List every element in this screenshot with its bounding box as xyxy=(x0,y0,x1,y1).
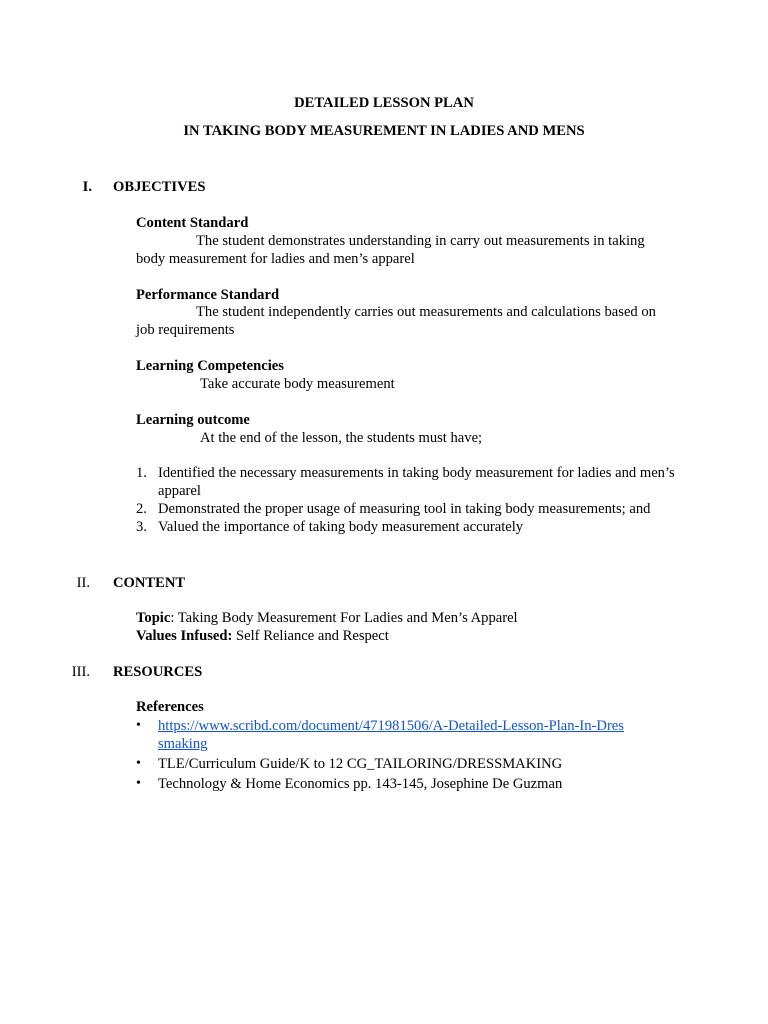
learning-competencies-text: Take accurate body measurement xyxy=(200,376,395,392)
topic-text: : Taking Body Measurement For Ladies and Men’s Apparel xyxy=(170,610,518,626)
list-item-number: 2. xyxy=(136,501,147,517)
list-item xyxy=(136,500,676,518)
section-number-objectives: I. xyxy=(82,179,92,195)
topic-label: Topic xyxy=(136,610,171,626)
list-item-text: Valued the importance of taking body measurement accurately xyxy=(158,519,524,535)
document-subtitle: IN TAKING BODY MEASUREMENT IN LADIES AND MENS xyxy=(183,123,585,139)
references-label: References xyxy=(136,699,204,715)
list-item xyxy=(136,775,676,793)
list-item-number: 3. xyxy=(136,519,147,535)
reference-text: TLE/Curriculum Guide/K to 12 CG_TAILORING/DRESSMAKING xyxy=(158,756,563,772)
list-item xyxy=(136,755,676,773)
section-heading-content: CONTENT xyxy=(113,575,186,591)
reference-link[interactable]: https://www.scribd.com/document/471981506/A-Detailed-Lesson-Plan-In-Dressmaking xyxy=(158,718,624,752)
list-item xyxy=(136,464,678,500)
bullet-icon: • xyxy=(136,776,141,791)
values-label: Values Infused: xyxy=(136,628,233,644)
content-standard-label: Content Standard xyxy=(136,215,249,231)
list-item-text: Demonstrated the proper usage of measuring tool in taking body measurements; and xyxy=(158,501,651,517)
section-number-resources: III. xyxy=(71,664,90,680)
learning-outcome-list xyxy=(136,464,676,536)
reference-text: Technology & Home Economics pp. 143-145, Josephine De Guzman xyxy=(158,776,563,792)
learning-outcome-label: Learning outcome xyxy=(136,412,250,428)
learning-outcome-text: At the end of the lesson, the students must have; xyxy=(200,430,483,446)
performance-standard-label: Performance Standard xyxy=(136,287,280,303)
learning-competencies-label: Learning Competencies xyxy=(136,358,284,374)
document-title: DETAILED LESSON PLAN xyxy=(294,95,474,111)
content-values xyxy=(136,627,676,645)
section-number-content: II. xyxy=(76,575,90,591)
list-item xyxy=(136,518,676,536)
content-topic xyxy=(136,609,676,627)
content-standard-text: The student demonstrates understanding in carry out measurements in taking body measurement for ladies and men’s apparel xyxy=(136,233,645,267)
values-text: Self Reliance and Respect xyxy=(232,628,389,644)
bullet-icon: • xyxy=(136,718,141,733)
references-list xyxy=(136,717,676,795)
section-heading-resources: RESOURCES xyxy=(113,664,203,680)
bullet-icon: • xyxy=(136,756,141,771)
list-item xyxy=(136,717,628,753)
list-item-number: 1. xyxy=(136,465,147,481)
section-heading-objectives: OBJECTIVES xyxy=(113,179,206,195)
list-item-text: Identified the necessary measurements in taking body measurement for ladies and men’s apparel xyxy=(158,465,675,499)
performance-standard-text: The student independently carries out measurements and calculations based on job requirements xyxy=(136,304,656,338)
